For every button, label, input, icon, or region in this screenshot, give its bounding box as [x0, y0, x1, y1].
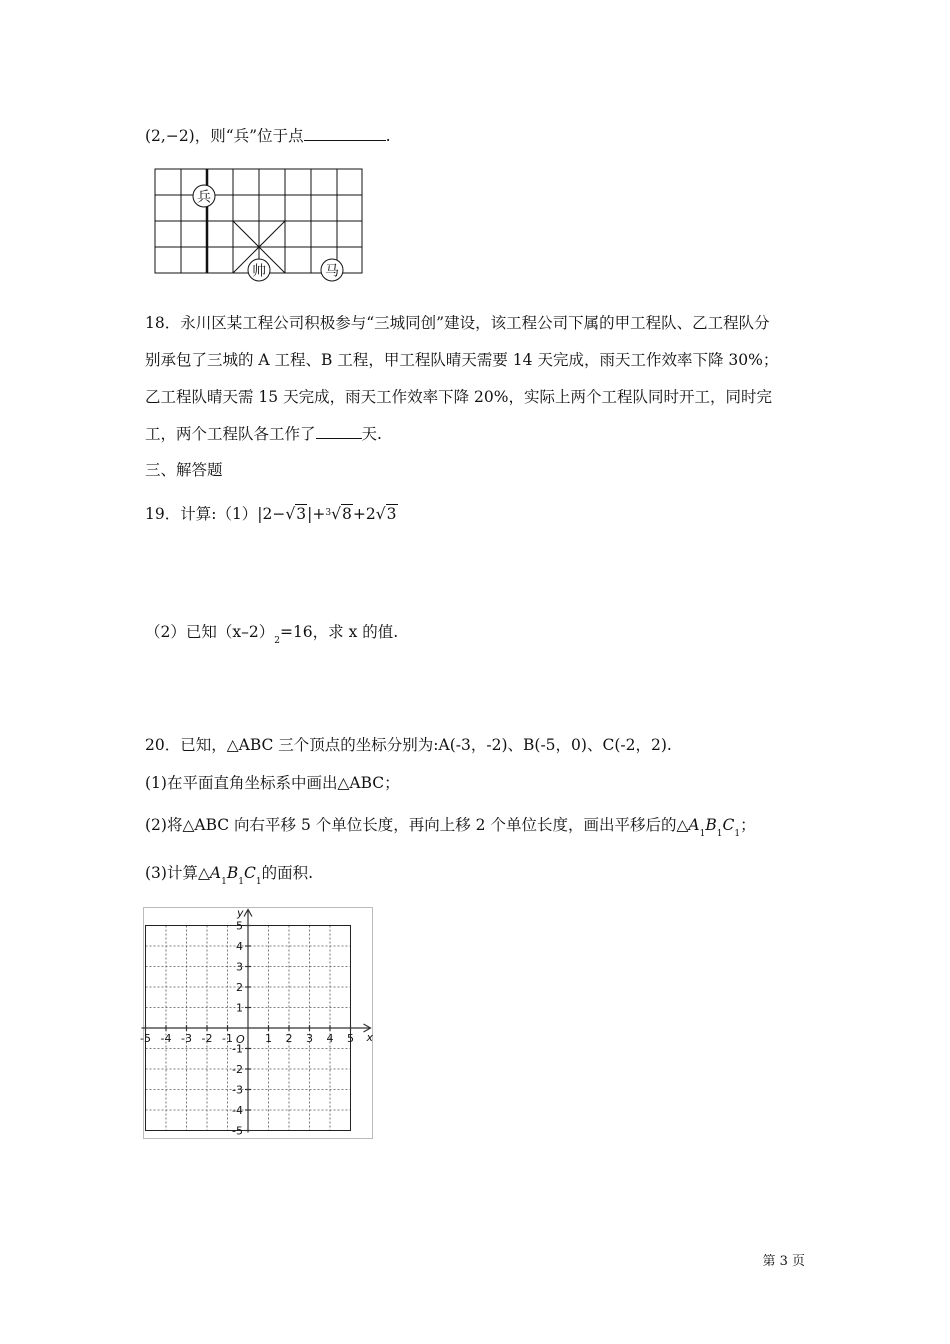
vertex-b1-sub-2: 1 — [238, 877, 244, 887]
x-axis-label: x — [366, 1031, 374, 1044]
bing-label: 兵 — [197, 189, 211, 206]
q20-line4-text: (3)计算 — [145, 864, 198, 882]
q18-answer-blank[interactable] — [316, 423, 362, 439]
origin-label: O — [236, 1033, 245, 1046]
q20-line3-text: (2)将△ABC 向右平移 5 个单位长度，再向上移 2 个单位长度，画出平移后的 — [145, 816, 677, 834]
x-tick-label: -2 — [201, 1032, 213, 1045]
y-tick-label: -1 — [232, 1042, 243, 1056]
vertex-c1-sub-2: 1 — [255, 877, 262, 887]
x-tick-label: -3 — [181, 1032, 192, 1045]
q20-line4 — [145, 863, 313, 892]
vertex-b1-sub: 1 — [716, 829, 723, 839]
vertex-a1-sub-2: 1 — [221, 877, 227, 887]
sqrt-expression: √3 — [285, 505, 307, 523]
q19-part1 — [145, 503, 398, 524]
x-tick-label: 2 — [285, 1032, 293, 1045]
q19-mid1: |+ — [307, 505, 326, 523]
q20-line4-end: 的面积. — [261, 864, 313, 882]
q20-line1: 20．已知，△ABC 三个顶点的坐标分别为:A(-3，-2)、B(-5，0)、C(-2，2). — [145, 736, 672, 754]
vertex-c1: C — [722, 816, 735, 834]
vertex-b1-2: B — [226, 864, 239, 882]
triangle-symbol-2: △ — [197, 864, 210, 882]
q19-part2-suffix: =16，求 x 的值. — [279, 623, 399, 641]
q17-answer-blank[interactable] — [304, 125, 386, 141]
y-tick-label: -3 — [232, 1083, 243, 1097]
x-tick-label: 1 — [265, 1032, 272, 1045]
x-tick-label: -5 — [140, 1032, 151, 1045]
y-axis-label: y — [237, 906, 244, 920]
cube-root-radicand: 8 — [342, 505, 352, 523]
q18-line3: 乙工程队晴天需 15 天完成，雨天工作效率下降 20%，实际上两个工程队同时开工，同时完 — [145, 388, 772, 406]
q17-text: (2,−2)，则“兵”位于点 — [145, 127, 304, 145]
sqrt-radicand-2: 3 — [386, 505, 397, 523]
x-tick-label: -1 — [222, 1032, 233, 1045]
vertex-c1-2: C — [243, 864, 256, 882]
vertex-b1: B — [705, 816, 717, 834]
q18-line1: 18．永川区某工程公司积极参与“三城同创”建设，该工程公司下属的甲工程队、乙工程队分 — [145, 314, 770, 332]
y-tick-label: 4 — [236, 940, 243, 953]
sqrt-radicand-1: 3 — [296, 505, 307, 523]
triangle-symbol: △ — [676, 816, 689, 834]
x-tick-label: -4 — [160, 1032, 172, 1045]
q18-line4-end: 天. — [361, 425, 382, 443]
q19-mid2: +2 — [352, 505, 376, 523]
q20-line3 — [145, 815, 756, 844]
q19-part2-prefix: （2）已知（x–2） — [145, 623, 275, 641]
q20-line2: (1)在平面直角坐标系中画出△ABC； — [145, 774, 400, 792]
y-tick-label: 3 — [236, 960, 243, 974]
q18-line4 — [145, 423, 382, 444]
x-tick-label: 5 — [347, 1032, 354, 1045]
sqrt-expression-2: √3 — [375, 505, 397, 523]
x-tick-label: 4 — [326, 1032, 334, 1045]
x-tick-label: 3 — [306, 1032, 313, 1045]
q18-line2: 别承包了三城的 A 工程、B 工程，甲工程队晴天需要 14 天完成，雨天工作效率下降 30%； — [145, 351, 779, 369]
ma-label: 马 — [325, 263, 339, 280]
section3-title: 三、解答题 — [145, 461, 223, 479]
y-tick-label: 2 — [236, 981, 243, 994]
page-number: 第 3 页 — [762, 1254, 805, 1269]
vertex-a1: A — [688, 816, 700, 834]
vertex-c1-sub: 1 — [734, 829, 741, 839]
q19-exponent: 2 — [274, 636, 280, 646]
vertex-a1-2: A — [209, 864, 222, 882]
y-tick-label: -2 — [232, 1063, 243, 1076]
cube-root-expression: √8 — [331, 505, 352, 523]
q20-line3-end: ； — [740, 816, 756, 834]
shuai-piece — [248, 259, 270, 281]
q17-period: . — [385, 127, 391, 145]
q18-line4-text: 工，两个工程队各工作了 — [145, 425, 316, 443]
y-tick-label: -5 — [232, 1124, 243, 1138]
q17-continuation — [145, 125, 391, 146]
vertex-a1-sub: 1 — [699, 829, 706, 839]
bing-piece — [193, 185, 215, 207]
coordinate-grid[interactable] — [140, 906, 374, 1139]
shuai-label: 帅 — [252, 263, 266, 280]
y-tick-label: 5 — [236, 919, 243, 933]
y-tick-label: 1 — [236, 1001, 243, 1015]
q19-part2 — [145, 622, 398, 651]
cube-root-index: 3 — [325, 508, 332, 518]
y-tick-label: -4 — [232, 1104, 243, 1117]
q19-prefix: 19．计算:（1）|2− — [145, 505, 286, 523]
chess-board-figure — [150, 166, 370, 278]
ma-piece — [321, 259, 343, 281]
